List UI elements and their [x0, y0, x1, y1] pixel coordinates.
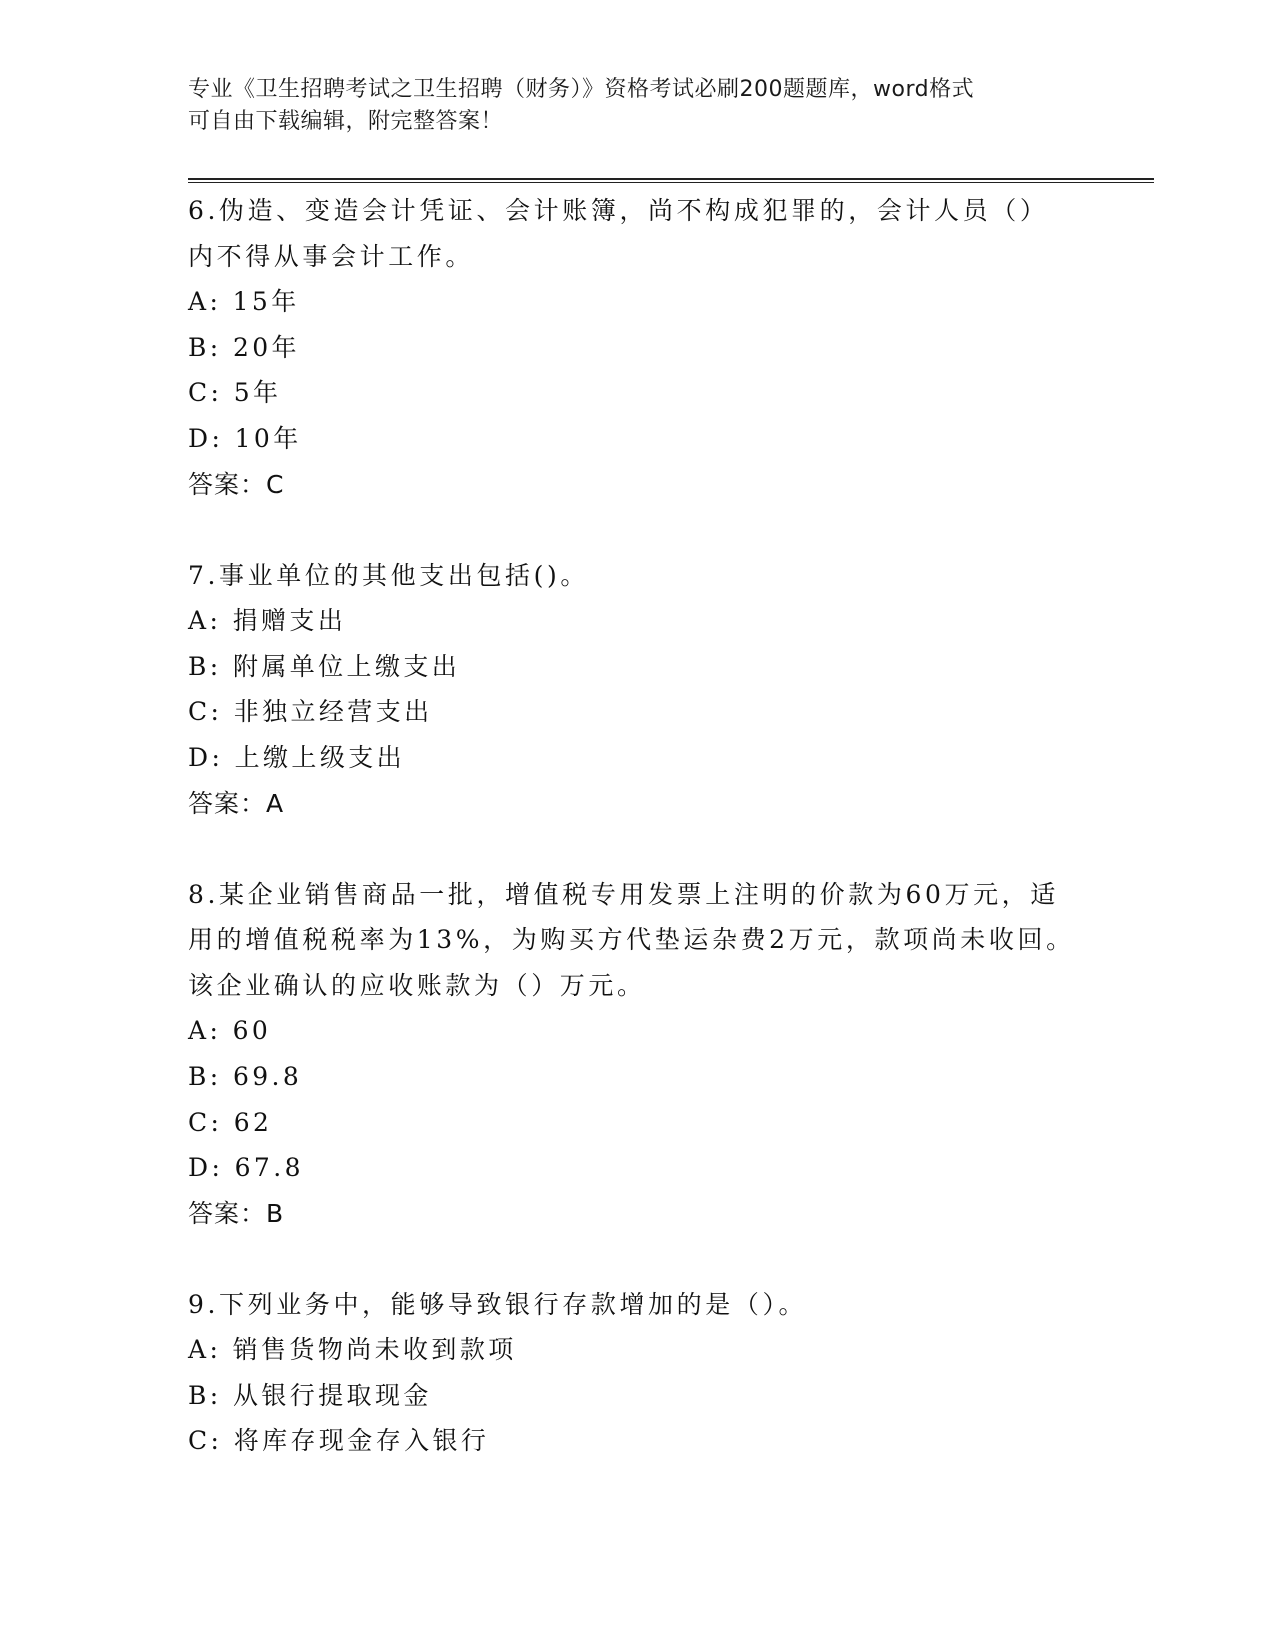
answer-label: 答案：B [188, 1198, 285, 1228]
question-6 [188, 188, 1088, 508]
question-list [188, 188, 1088, 1509]
question-8 [188, 872, 1088, 1237]
option-b: B: 69.8 [188, 1061, 303, 1091]
page-header [188, 74, 1088, 138]
question-7 [188, 553, 1088, 827]
option-c: C: 将库存现金存入银行 [188, 1426, 490, 1456]
option-b: B: 从银行提取现金 [188, 1380, 432, 1410]
option-a: A: 60 [188, 1016, 272, 1046]
question-stem-line: 7.事业单位的其他支出包括()。 [188, 560, 589, 590]
header-divider [188, 178, 1154, 183]
question-stem-line: 9.下列业务中，能够导致银行存款增加的是（）。 [188, 1289, 808, 1319]
option-c: C: 5年 [188, 378, 282, 408]
question-stem-line: 8.某企业销售商品一批，增值税专用发票上注明的价款为60万元，适 [188, 879, 1059, 909]
option-b: B: 20年 [188, 332, 300, 362]
question-stem-line: 该企业确认的应收账款为（）万元。 [188, 970, 646, 1000]
option-a: A: 捐赠支出 [188, 606, 347, 636]
option-d: D: 上缴上级支出 [188, 742, 406, 772]
option-c: C: 62 [188, 1107, 273, 1137]
option-a: A: 销售货物尚未收到款项 [188, 1335, 517, 1365]
header-line-2: 可自由下载编辑，附完整答案！ [188, 109, 504, 134]
option-d: D: 10年 [188, 423, 302, 453]
question-9 [188, 1282, 1088, 1464]
option-a: A: 15年 [188, 287, 300, 317]
option-d: D: 67.8 [188, 1153, 304, 1183]
question-stem-line: 内不得从事会计工作。 [188, 241, 475, 271]
answer-label: 答案：C [188, 469, 285, 499]
option-c: C: 非独立经营支出 [188, 697, 433, 727]
question-stem-line: 用的增值税税率为13%，为购买方代垫运杂费2万元，款项尚未收回。 [188, 925, 1075, 955]
header-line-1: 专业《卫生招聘考试之卫生招聘（财务）》资格考试必刷200题题库，word格式 [188, 77, 975, 102]
option-b: B: 附属单位上缴支出 [188, 651, 461, 681]
question-stem-line: 6.伪造、变造会计凭证、会计账簿，尚不构成犯罪的，会计人员（） [188, 196, 1049, 225]
answer-label: 答案：A [188, 788, 285, 818]
